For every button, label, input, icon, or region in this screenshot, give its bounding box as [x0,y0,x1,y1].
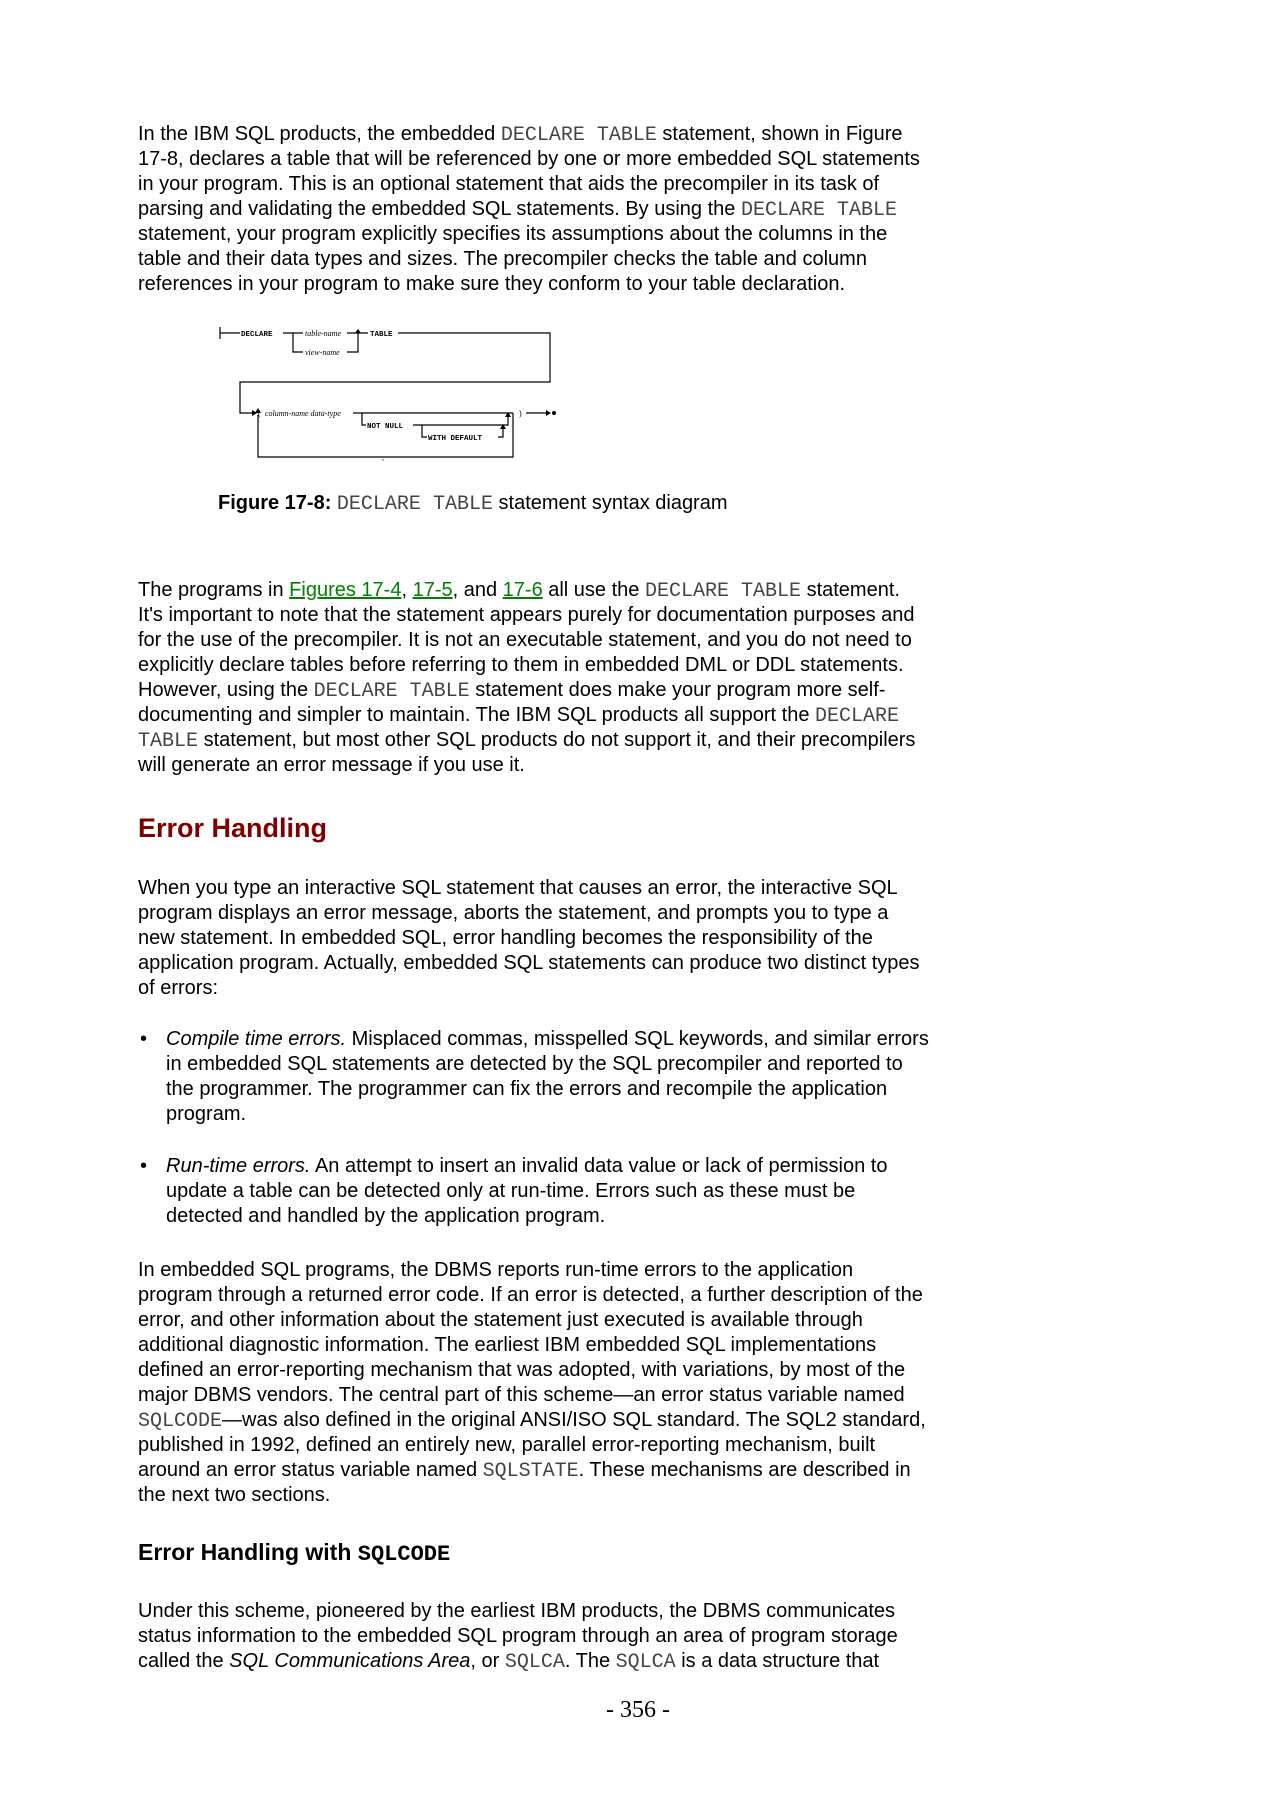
bullet-marker: • [140,1028,148,1050]
text-line [138,753,915,778]
text-line [166,1077,929,1102]
figure-link[interactable]: Figures 17-4 [289,579,402,601]
diagram-declare-keyword: DECLARE [241,331,273,339]
text-run: —was also defined in the original ANSI/ISO SQL standard. The SQL2 standard, [222,1409,926,1431]
text-line [138,1433,926,1458]
section-heading-error-handling: Error Handling [138,813,328,843]
diagram-table-keyword: TABLE [370,331,393,339]
text-run: statement, shown in Figure [656,123,903,145]
text-line [138,1624,898,1649]
text-line [138,222,920,247]
text-line [138,951,920,976]
text-line [138,876,920,901]
error-reporting-paragraph [138,1258,926,1508]
text-run: defined an error-reporting mechanism that was adopted, with variations, by most of the [138,1359,906,1381]
bullet-run-time-errors [166,1154,887,1229]
subsection-heading-sqlcode [138,1538,450,1569]
text-run: statement syntax diagram [492,492,728,514]
text-line [138,172,920,197]
text-run: all use the [542,579,645,601]
text-run: , [401,579,413,601]
text-run: When you type an interactive SQL statement that causes an error, the interactive SQL [138,877,898,899]
text-run: is a data structure that [675,1650,880,1672]
text-run: table and their data types and sizes. The precompiler checks the table and column [138,248,867,270]
text-run: 17-8, declares a table that will be referenced by one or more embedded SQL statements [138,148,920,170]
code-text: DECLARE TABLE [336,493,493,516]
page-number [0,1696,1272,1724]
bullet-compile-time-errors [166,1027,929,1127]
text-run: program through a returned error code. If an error is detected, a further description of the [138,1284,923,1306]
text-run: Misplaced commas, misspelled SQL keywords, and similar errors [346,1028,929,1050]
diagram-table-name: table-name [305,329,341,338]
text-line [138,122,920,147]
text-line [138,578,915,603]
intro-paragraph [138,122,920,297]
diagram-close-paren: ) [519,409,522,418]
subsection-heading-code: SQLCODE [357,1542,451,1567]
diagram-view-name: view-name [305,348,340,357]
text-run: program displays an error message, aborts the statement, and prompts you to type a [138,902,889,924]
text-run: statement, your program explicitly specifies its assumptions about the columns in the [138,223,888,245]
text-run: program. [166,1103,247,1125]
text-run: references in your program to make sure they conform to your table declaration. [138,273,846,295]
text-line [138,1483,926,1508]
sqlca-paragraph [138,1599,898,1674]
text-run: in your program. This is an optional statement that aids the precompiler in its task of [138,173,880,195]
text-line [138,678,915,703]
text-line [138,926,920,951]
italic-text: Run-time errors. [166,1155,311,1177]
text-line [138,1458,926,1483]
text-run: published in 1992, defined an entirely new, parallel error-reporting mechanism, built [138,1434,876,1456]
text-line [138,603,915,628]
text-line [138,703,915,728]
diagram-not-null: NOT NULL [367,423,404,431]
diagram-comma: , [382,453,384,462]
code-text: DECLARE TABLE [500,124,657,147]
text-line [138,1283,926,1308]
code-text: DECLARE TABLE [644,580,802,603]
text-line [138,1599,898,1624]
figure-caption [218,491,728,516]
text-run: update a table can be detected only at run-time. Errors such as these must be [166,1180,856,1202]
text-line [138,197,920,222]
code-text: TABLE [138,730,199,753]
text-run: . These mechanisms are described in [578,1459,911,1481]
text-line [138,1649,898,1674]
diagram-open-paren: ( [258,409,261,418]
text-run: around an error status variable named [138,1459,483,1481]
error-types-intro-paragraph [138,876,920,1001]
text-line [138,1408,926,1433]
code-text: DECLARE [815,705,900,728]
text-line [166,1154,887,1179]
text-line [138,1258,926,1283]
text-run: of errors: [138,977,219,999]
page-number-text: - 356 - [606,1697,670,1723]
text-run: for the use of the precompiler. It is not an executable statement, and you do not need to [138,629,912,651]
text-line [138,901,920,926]
text-run: in embedded SQL statements are detected by the SQL precompiler and reported to [166,1053,903,1075]
text-run: detected and handled by the application program. [166,1205,606,1227]
diagram-column-def: column-name data-type [265,409,341,418]
text-line [166,1204,887,1229]
text-line [138,728,915,753]
code-text: SQLCA [504,1651,565,1674]
text-run: status information to the embedded SQL program through an area of program storage [138,1625,898,1647]
text-run: the programmer. The programmer can fix the errors and recompile the application [166,1078,888,1100]
text-run: error, and other information about the statement just executed is available through [138,1309,863,1331]
text-line [138,147,920,172]
italic-text: Compile time errors. [166,1028,347,1050]
figure-link[interactable]: 17-6 [502,579,543,601]
text-line [138,247,920,272]
text-line [138,628,915,653]
text-line [138,1308,926,1333]
text-line [138,1333,926,1358]
text-run: will generate an error message if you use it. [138,754,525,776]
text-run: major DBMS vendors. The central part of this scheme—an error status variable named [138,1384,905,1406]
text-line [138,653,915,678]
diagram-with-default: WITH DEFAULT [428,435,483,443]
code-text: DECLARE TABLE [313,680,470,703]
text-run: , and [452,579,503,601]
text-run: explicitly declare tables before referring to them in embedded DML or DDL statements. [138,654,904,676]
declare-table-usage-paragraph [138,578,915,778]
code-text: DECLARE TABLE [740,199,897,222]
text-run: the next two sections. [138,1484,331,1506]
bold-text: Figure 17-8: [218,492,332,514]
code-text: SQLCA [615,1651,676,1674]
text-line [138,1358,926,1383]
text-run: In embedded SQL programs, the DBMS reports run-time errors to the application [138,1259,854,1281]
text-run: In the IBM SQL products, the embedded [138,123,501,145]
diagram-lines [220,327,550,457]
text-line [138,272,920,297]
text-run: documenting and simpler to maintain. The IBM SQL products all support the [138,704,816,726]
text-line [166,1027,929,1052]
text-run: However, using the [138,679,314,701]
figure-link[interactable]: 17-5 [412,579,453,601]
bullet-marker: • [140,1155,148,1177]
code-text: SQLSTATE [482,1460,579,1483]
text-run: Under this scheme, pioneered by the earliest IBM products, the DBMS communicates [138,1600,896,1622]
text-run: parsing and validating the embedded SQL statements. By using the [138,198,741,220]
text-line [166,1052,929,1077]
text-run: An attempt to insert an invalid data value or lack of permission to [310,1155,888,1177]
text-run: additional diagnostic information. The earliest IBM embedded SQL implementations [138,1334,877,1356]
declare-table-syntax-diagram [210,320,570,470]
text-line [166,1179,887,1204]
code-text: SQLCODE [138,1410,223,1433]
text-run: It's important to note that the statement appears purely for documentation purposes and [138,604,915,626]
text-line [138,976,920,1001]
text-run: statement does make your program more self- [469,679,886,701]
text-run: statement. [801,579,900,601]
text-line [218,491,728,516]
text-line [138,1383,926,1408]
subsection-heading-text: Error Handling with [138,1539,358,1565]
text-run: . The [564,1650,616,1672]
text-run: application program. Actually, embedded SQL statements can produce two distinct types [138,952,920,974]
text-line [166,1102,929,1127]
text-run: new statement. In embedded SQL, error handling becomes the responsibility of the [138,927,873,949]
text-run: statement, but most other SQL products do not support it, and their precompilers [198,729,916,751]
italic-text: SQL Communications Area [229,1650,471,1672]
text-run: The programs in [138,579,290,601]
text-run: called the [138,1650,230,1672]
text-run: , or [470,1650,505,1672]
